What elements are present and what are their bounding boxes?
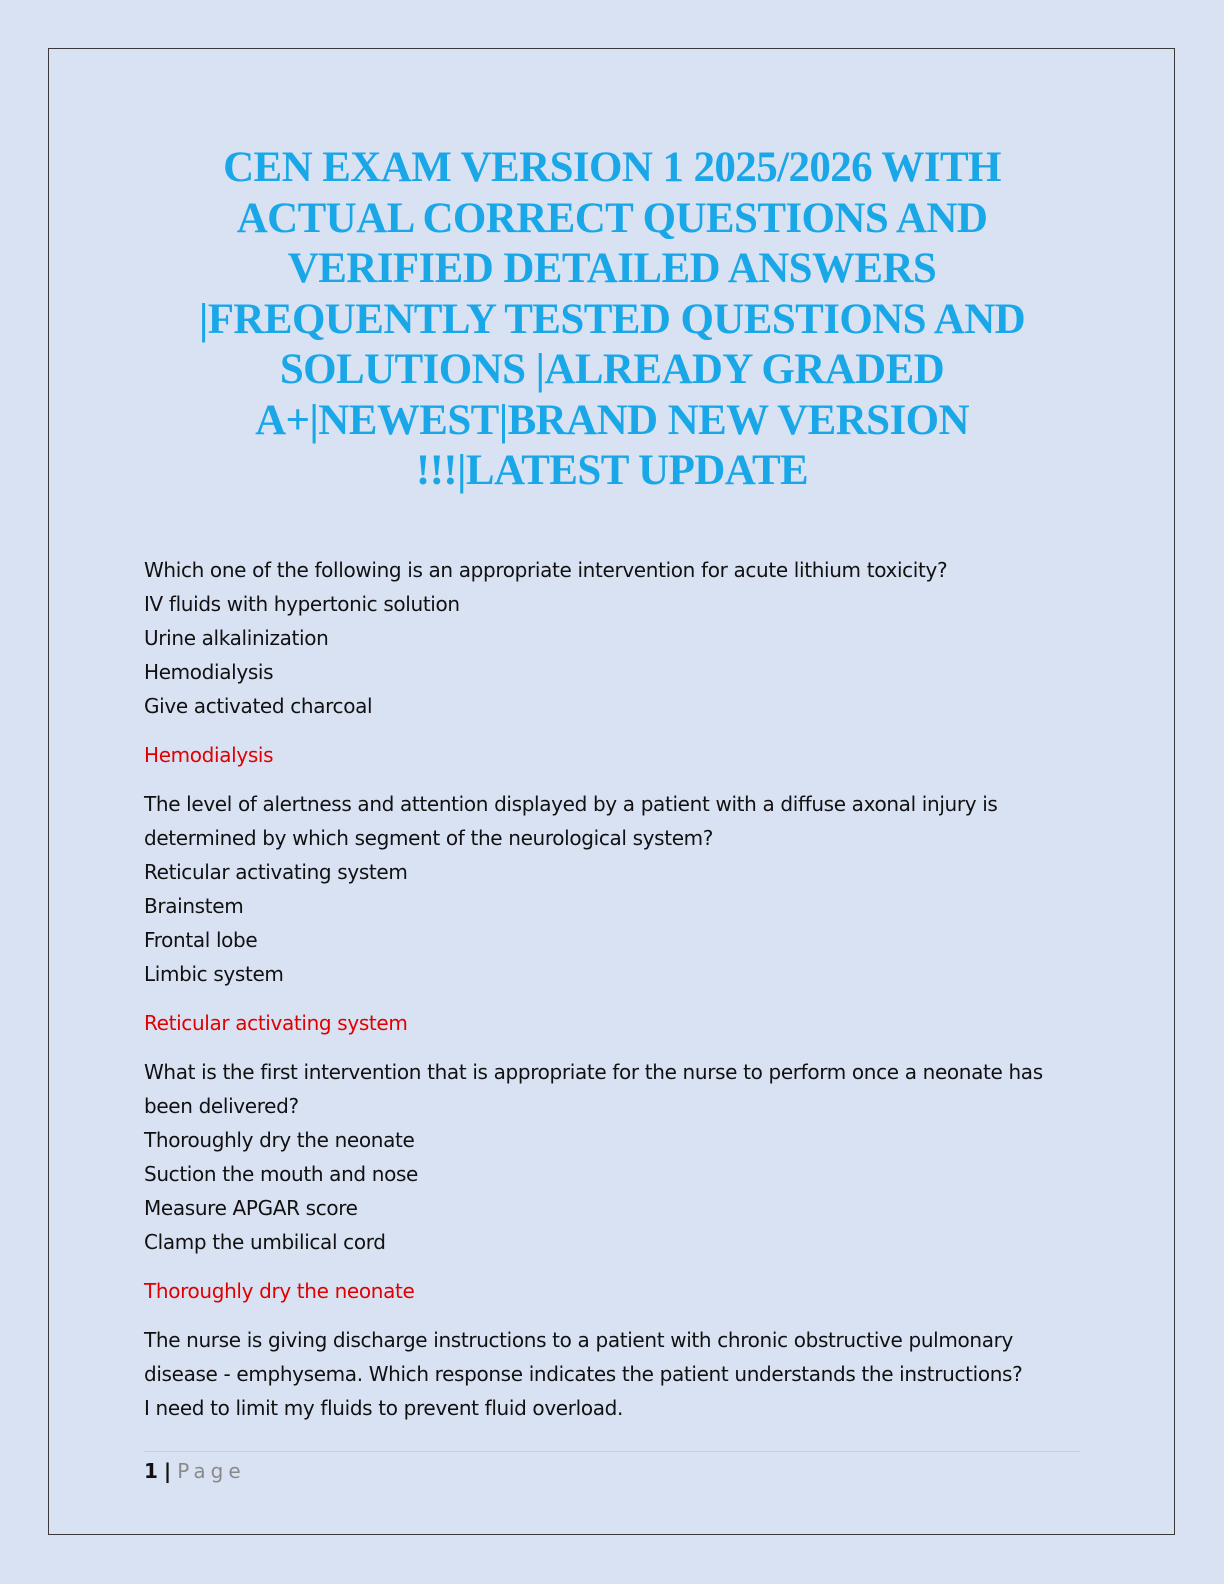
- answer-option: IV fluids with hypertonic solution: [144, 592, 460, 616]
- answer-option: Thoroughly dry the neonate: [144, 1128, 415, 1152]
- document-title: [170, 143, 1054, 497]
- question-text: The nurse is giving discharge instructions to a patient with chronic obstructive pulmonary: [144, 1328, 1013, 1352]
- question-list: [144, 553, 1094, 1425]
- correct-answer: Reticular activating system: [144, 1011, 408, 1035]
- question-text: determined by which segment of the neurological system?: [144, 826, 714, 850]
- answer-option: Clamp the umbilical cord: [144, 1230, 386, 1254]
- question-text: The level of alertness and attention displayed by a patient with a diffuse axonal injury is: [144, 792, 998, 816]
- title-line: ACTUAL CORRECT QUESTIONS AND: [236, 194, 988, 242]
- answer-option: Hemodialysis: [144, 660, 274, 684]
- answer-option: Frontal lobe: [144, 928, 258, 952]
- answer-option: I need to limit my fluids to prevent fluid overload.: [144, 1396, 623, 1420]
- question-text: Which one of the following is an appropriate intervention for acute lithium toxicity?: [144, 558, 948, 582]
- title-line: !!!|LATEST UPDATE: [415, 447, 809, 494]
- question-block: [144, 787, 1094, 1040]
- answer-option: Limbic system: [144, 962, 284, 986]
- question-block: [144, 1055, 1094, 1308]
- footer-divider: [144, 1451, 1080, 1452]
- answer-option: Give activated charcoal: [144, 694, 373, 718]
- page-number: 1: [144, 1459, 158, 1483]
- title-line: |FREQUENTLY TESTED QUESTIONS AND: [198, 295, 1026, 343]
- correct-answer: Thoroughly dry the neonate: [144, 1279, 415, 1303]
- answer-option: Suction the mouth and nose: [144, 1162, 419, 1186]
- answer-option: Brainstem: [144, 894, 244, 918]
- title-line: VERIFIED DETAILED ANSWERS: [287, 245, 937, 292]
- answer-option: Urine alkalinization: [144, 626, 329, 650]
- question-text: disease - emphysema. Which response indicates the patient understands the instructions?: [144, 1362, 1023, 1386]
- question-text: What is the first intervention that is appropriate for the nurse to perform once a neonate has: [144, 1060, 1043, 1084]
- title-line: CEN EXAM VERSION 1 2025/2026 WITH: [223, 144, 1001, 191]
- page-footer: [144, 1456, 246, 1486]
- question-text: been delivered?: [144, 1094, 299, 1118]
- page-label: Page: [177, 1459, 246, 1483]
- question-block: [144, 553, 1094, 772]
- footer-separator: |: [163, 1459, 172, 1483]
- title-line: SOLUTIONS |ALREADY GRADED: [279, 346, 945, 393]
- correct-answer: Hemodialysis: [144, 743, 274, 767]
- answer-option: Measure APGAR score: [144, 1196, 358, 1220]
- question-block: [144, 1323, 1094, 1425]
- title-line: A+|NEWEST|BRAND NEW VERSION: [255, 396, 969, 444]
- answer-option: Reticular activating system: [144, 860, 408, 884]
